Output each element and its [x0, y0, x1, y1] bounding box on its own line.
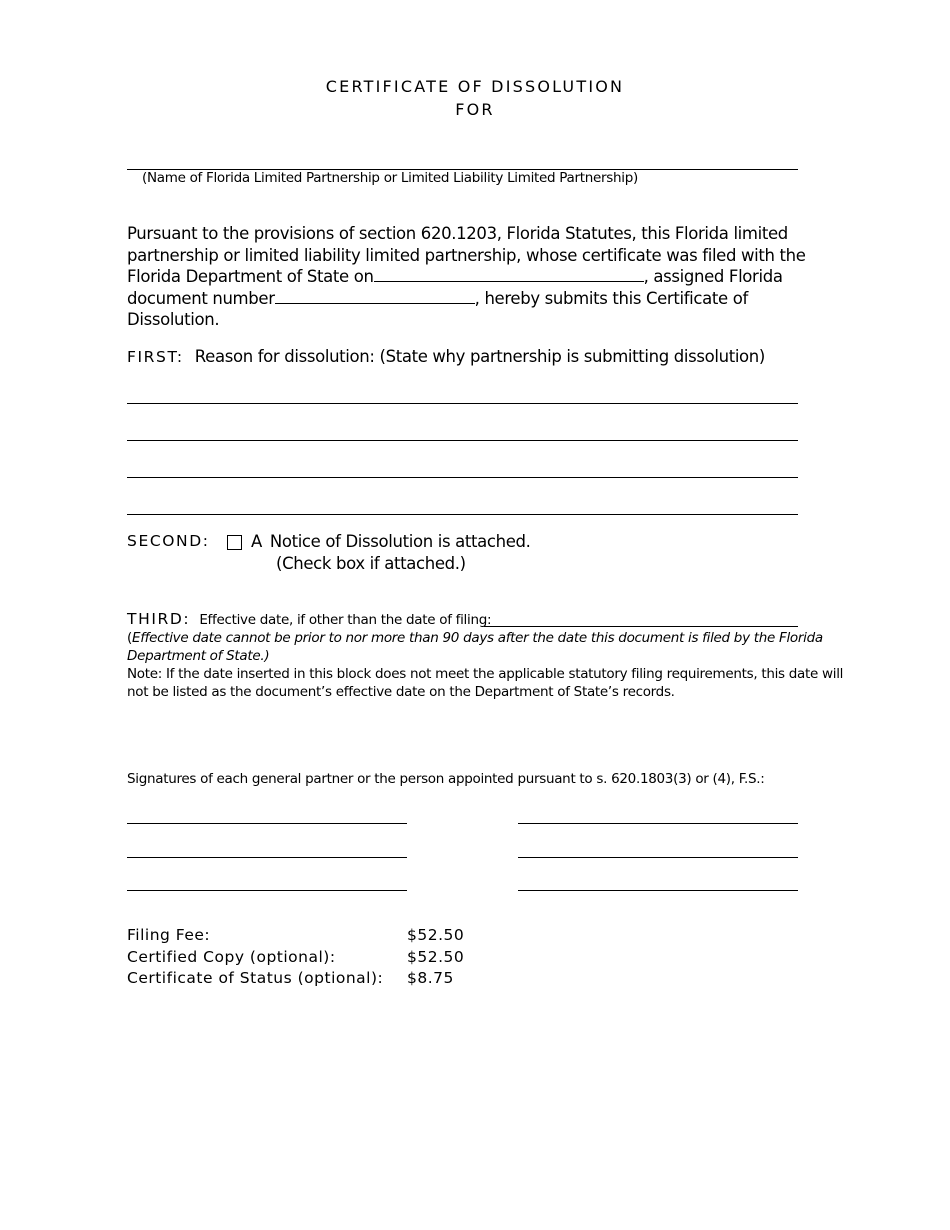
second-letter: A — [251, 532, 262, 551]
fee-amount: $52.50 — [407, 947, 465, 966]
effective-date-field[interactable] — [484, 626, 798, 627]
third-italic-line-2: Department of State.) — [127, 648, 270, 664]
fee-amount: $52.50 — [407, 926, 465, 944]
fee-label: Filing Fee: — [127, 926, 211, 944]
third-note-line-2: not be listed as the document’s effective date on the Department of State’s records. — [127, 684, 675, 700]
signature-line-right-3[interactable] — [518, 890, 798, 891]
intro-paragraph — [127, 223, 827, 331]
fee-label: Certificate of Status (optional): — [127, 969, 384, 987]
fee-row — [127, 947, 465, 969]
document-subtitle: FOR — [455, 100, 495, 119]
intro-line-3 — [127, 266, 827, 288]
partnership-name-caption: (Name of Florida Limited Partnership or Limited Liability Limited Partnership) — [142, 170, 638, 186]
signatures-caption: Signatures of each general partner or the person appointed pursuant to s. 620.1803(3) or (4), F.S.: — [127, 771, 765, 787]
third-paren-open: ( — [127, 630, 132, 646]
third-section — [127, 609, 491, 628]
filing-date-field[interactable] — [374, 267, 644, 282]
first-text: Reason for dissolution: (State why partnership is submitting dissolution) — [194, 347, 765, 366]
second-text: Notice of Dissolution is attached. — [269, 532, 531, 551]
third-italic-line-1: Effective date cannot be prior to nor more than 90 days after the date this document is filed by the Florida — [131, 630, 823, 646]
reason-line-4[interactable] — [127, 514, 798, 515]
third-note-line-1: Note: If the date inserted in this block does not meet the applicable statutory filing requirements, this date will — [127, 666, 844, 682]
first-label: FIRST: — [127, 348, 184, 366]
third-text: Effective date, if other than the date of filing: — [199, 612, 492, 628]
signature-line-right-2[interactable] — [518, 857, 798, 858]
third-italic-note-1 — [127, 629, 823, 647]
fee-label: Certified Copy (optional): — [127, 947, 336, 966]
fee-row — [127, 968, 454, 990]
intro-line-4-end: , hereby submits this Certificate of — [474, 288, 748, 308]
fees-table — [127, 925, 465, 990]
intro-line-4-start: document number — [127, 288, 275, 308]
document-title: CERTIFICATE OF DISSOLUTION — [325, 77, 625, 96]
notice-attached-checkbox[interactable] — [227, 535, 242, 550]
signature-line-left-3[interactable] — [127, 890, 407, 891]
fee-amount: $8.75 — [407, 969, 454, 987]
second-statement — [251, 531, 531, 553]
signature-line-left-1[interactable] — [127, 823, 407, 824]
signature-line-left-2[interactable] — [127, 857, 407, 858]
fee-row — [127, 925, 465, 947]
reason-line-1[interactable] — [127, 403, 798, 404]
reason-line-2[interactable] — [127, 440, 798, 441]
intro-line-3-end: , assigned Florida — [643, 267, 783, 286]
intro-line-3-start: Florida Department of State on — [127, 267, 374, 286]
signature-line-right-1[interactable] — [518, 823, 798, 824]
first-section — [127, 346, 765, 368]
reason-line-3[interactable] — [127, 477, 798, 478]
intro-line-4 — [127, 288, 827, 310]
second-hint: (Check box if attached.) — [276, 554, 466, 573]
third-label: THIRD: — [127, 610, 191, 628]
document-number-field[interactable] — [275, 289, 475, 304]
second-label: SECOND: — [127, 532, 210, 550]
intro-line-1: Pursuant to the provisions of section 620.1203, Florida Statutes, this Florida limited — [127, 224, 788, 243]
intro-line-5: Dissolution. — [127, 310, 220, 329]
intro-line-2: partnership or limited liability limited partnership, whose certificate was filed with the — [127, 245, 806, 265]
